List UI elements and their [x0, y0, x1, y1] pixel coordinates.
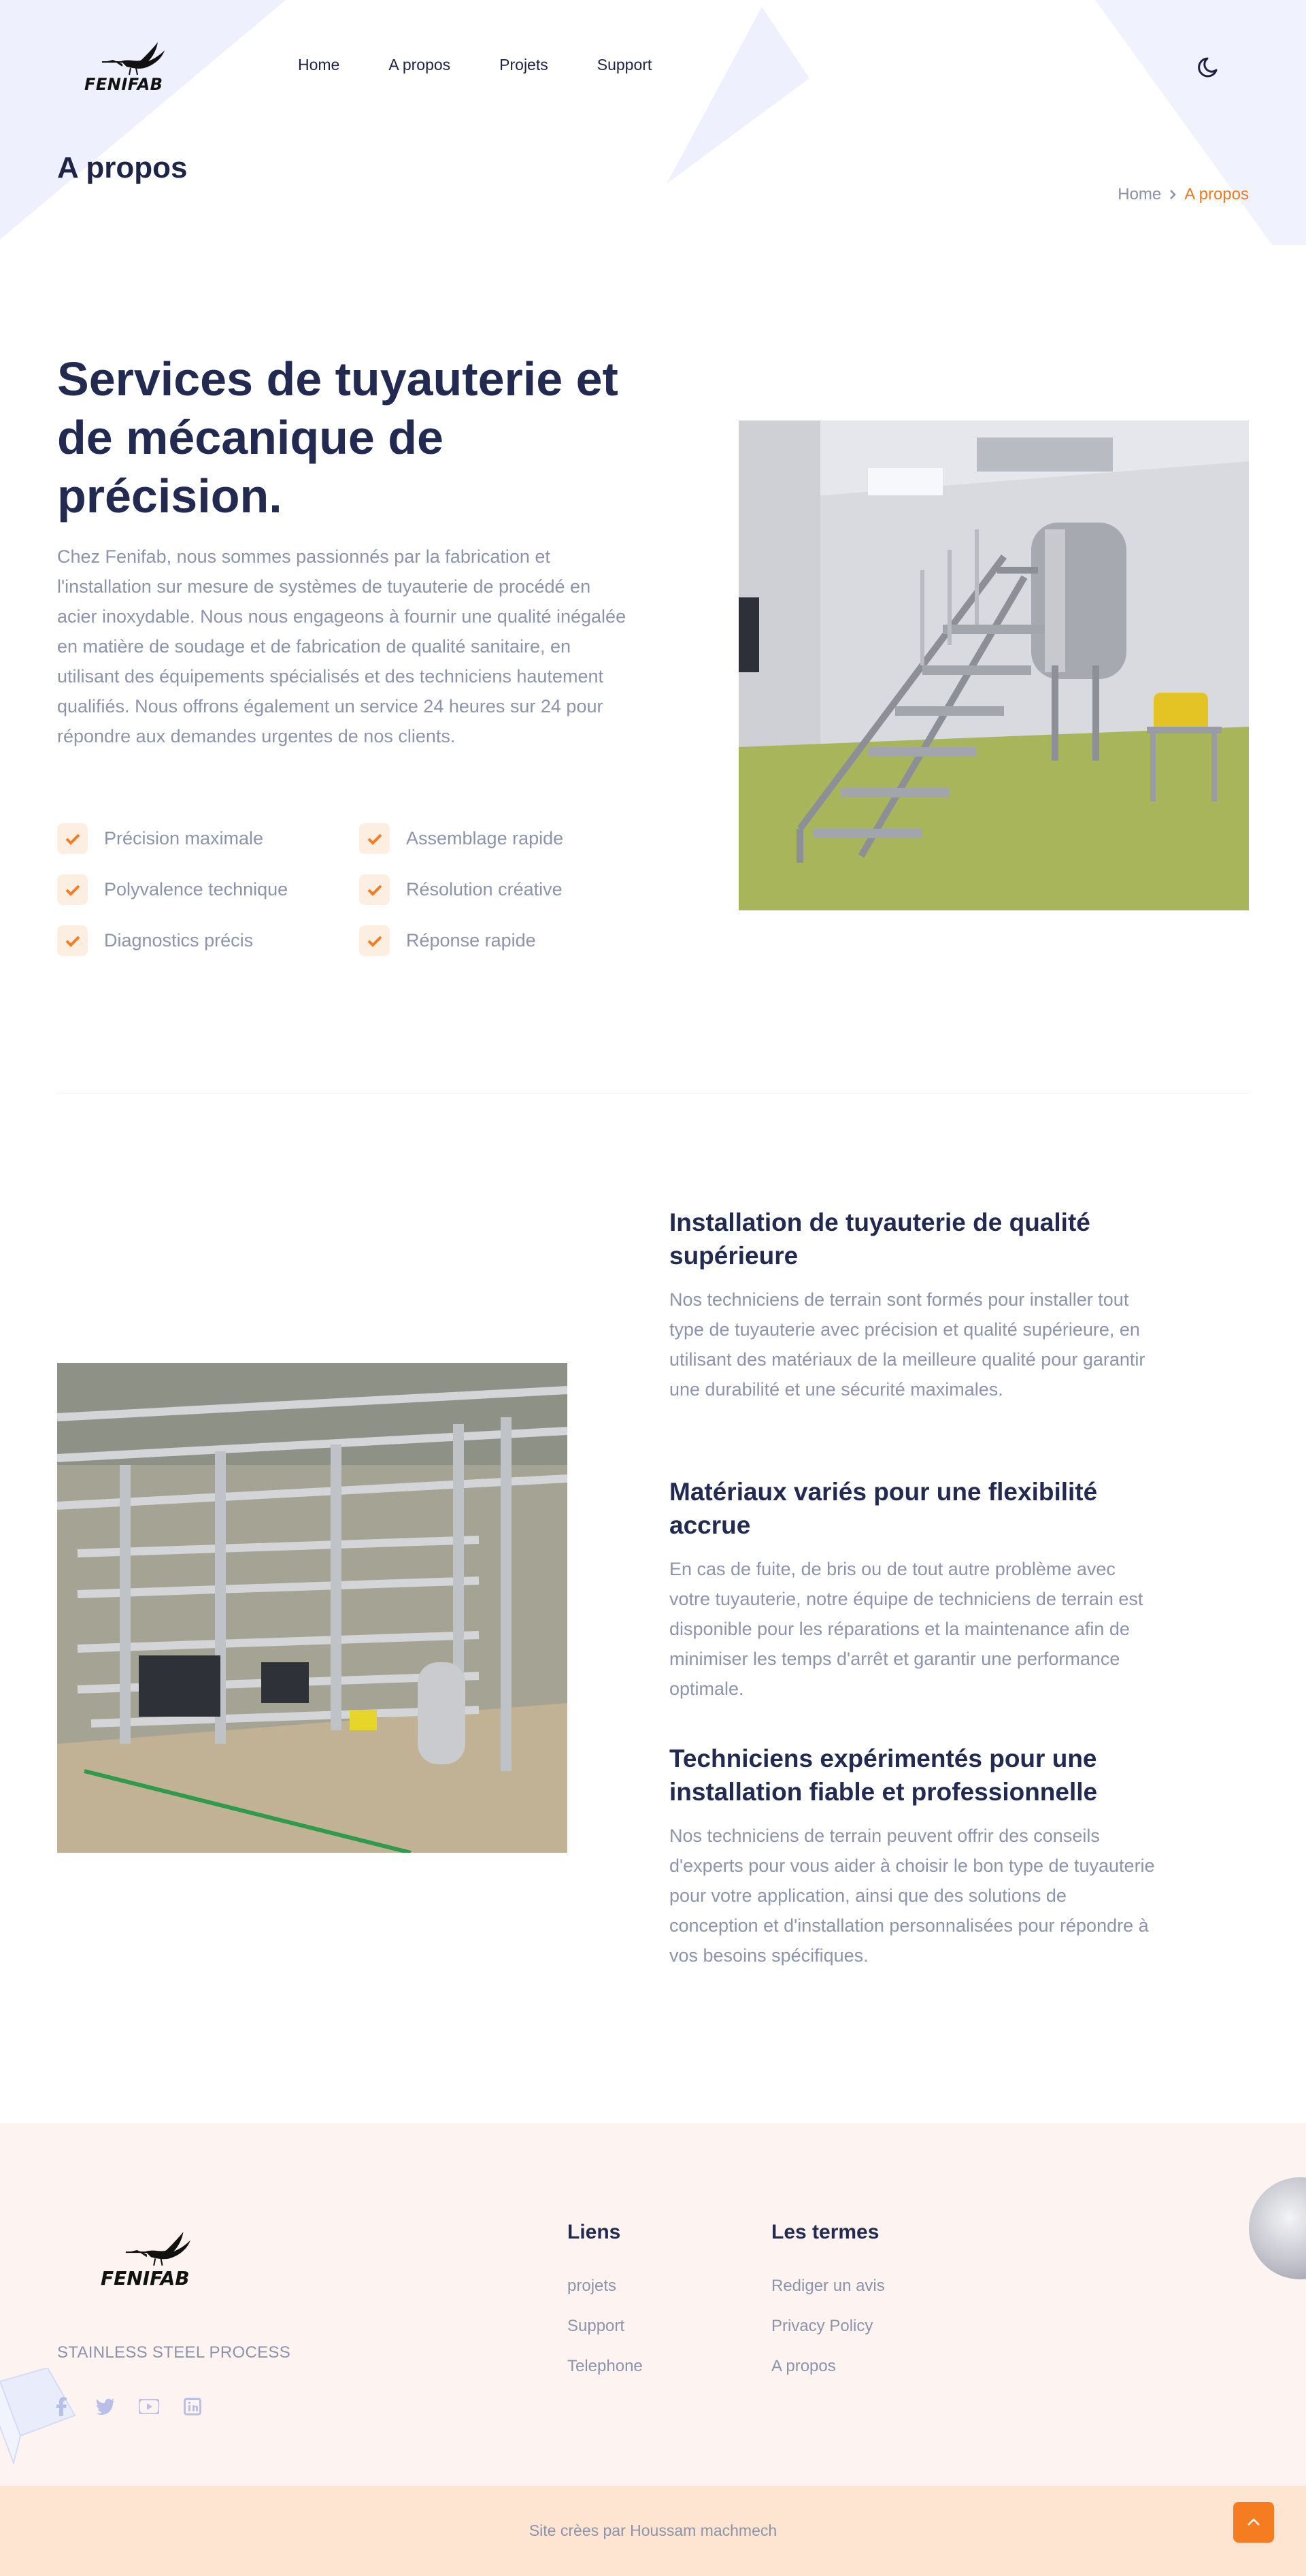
- social-links: [52, 2396, 203, 2417]
- brand-name: FENIFAB: [84, 75, 163, 94]
- feature-label: Polyvalence technique: [104, 879, 288, 899]
- footer-link-review[interactable]: Rediger un avis: [771, 2277, 885, 2295]
- nav-a-propos[interactable]: A propos: [388, 56, 451, 73]
- service-block: [669, 1475, 1159, 1704]
- service-title: Techniciens expérimentés pour une installation fiable et professionnelle: [669, 1745, 1098, 1806]
- piping-installation-photo: [57, 1363, 567, 1853]
- eagle-logo-icon: [99, 2229, 201, 2271]
- footer-link-telephone[interactable]: Telephone: [567, 2357, 643, 2375]
- service-block: [669, 1742, 1159, 1970]
- feature-label: Réponse rapide: [406, 930, 536, 951]
- feature-list: [57, 823, 601, 956]
- footer-column-title: Liens: [567, 2221, 621, 2243]
- feature-item: [57, 925, 359, 956]
- check-icon: [359, 925, 390, 956]
- footer-logo[interactable]: [99, 2229, 201, 2297]
- check-icon: [359, 823, 390, 854]
- footer-links-column: [567, 2221, 643, 2397]
- breadcrumb: [1118, 185, 1249, 204]
- check-icon: [57, 874, 88, 905]
- chevron-right-icon: [1168, 188, 1177, 201]
- facebook-icon[interactable]: [52, 2396, 72, 2417]
- page-title: A propos: [57, 151, 188, 184]
- footer-link-about[interactable]: A propos: [771, 2357, 836, 2375]
- service-title: Installation de tuyauterie de qualité supérieure: [669, 1208, 1090, 1270]
- feature-item: [359, 874, 601, 905]
- feature-label: Diagnostics précis: [104, 930, 254, 951]
- intro-title: Services de tuyauterie et de mécanique de précision.: [57, 352, 618, 523]
- feature-label: Résolution créative: [406, 879, 563, 899]
- check-icon: [57, 925, 88, 956]
- breadcrumb-home[interactable]: Home: [1118, 185, 1162, 203]
- service-title: Matériaux variés pour une flexibilité accrue: [669, 1478, 1098, 1539]
- breadcrumb-current: A propos: [1184, 185, 1249, 203]
- footer-link-projets[interactable]: projets: [567, 2277, 617, 2295]
- decorative-cube: [0, 2368, 82, 2470]
- feature-item: [57, 874, 359, 905]
- footer-terms-column: [771, 2221, 885, 2397]
- youtube-icon[interactable]: [139, 2396, 159, 2417]
- check-icon: [359, 874, 390, 905]
- footer-brand-name: FENIFAB: [101, 2267, 190, 2290]
- service-text: Nos techniciens de terrain peuvent offrir des conseils d'experts pour vous aider à choisir le bon type de tuyauterie pour votre application, ainsi que des solutions de conception et d'installation personnalisées pour répondre à vos besoins spécifiques.: [669, 1826, 1155, 1966]
- footer-column-title: Les termes: [771, 2221, 880, 2243]
- site-footer: [0, 2123, 1306, 2486]
- feature-label: Assemblage rapide: [406, 828, 564, 848]
- moon-icon: [1196, 52, 1224, 80]
- site-credit: Site crèes par Houssam machmech: [529, 2522, 777, 2539]
- nav-projets[interactable]: Projets: [499, 56, 548, 73]
- decorative-sphere: [1249, 2177, 1306, 2279]
- feature-item: [359, 925, 601, 956]
- nav-support[interactable]: Support: [597, 56, 652, 73]
- check-icon: [57, 823, 88, 854]
- tank-staircase-photo: [739, 420, 1249, 910]
- nav-home[interactable]: Home: [298, 56, 340, 73]
- footer-tagline: STAINLESS STEEL PROCESS: [57, 2343, 291, 2362]
- service-block: [669, 1206, 1159, 1404]
- main-nav: [298, 56, 701, 74]
- brand-logo[interactable]: [82, 39, 170, 101]
- twitter-icon[interactable]: [95, 2396, 116, 2417]
- feature-item: [57, 823, 359, 854]
- site-header: [0, 0, 1306, 203]
- copyright-bar: [0, 2486, 1306, 2576]
- footer-link-support[interactable]: Support: [567, 2317, 625, 2335]
- feature-item: [359, 823, 601, 854]
- chevron-up-icon: [1246, 2517, 1261, 2527]
- service-text: En cas de fuite, de bris ou de tout autre problème avec votre tuyauterie, notre équipe de techniciens de terrain est disponible pour les réparations et la maintenance afin de minimiser les temps d'arrêt et garantir une performance optimale.: [669, 1559, 1143, 1699]
- service-text: Nos techniciens de terrain sont formés pour installer tout type de tuyauterie avec précision et qualité supérieure, en utilisant des matériaux de la meilleure qualité pour garantir une durabilité et une sécurité maximales.: [669, 1289, 1145, 1400]
- eagle-logo-icon: [82, 39, 170, 80]
- linkedin-icon[interactable]: [182, 2396, 203, 2417]
- dark-mode-toggle[interactable]: [1196, 52, 1224, 80]
- feature-label: Précision maximale: [104, 828, 264, 848]
- back-to-top-button[interactable]: [1233, 2502, 1274, 2543]
- footer-link-privacy[interactable]: Privacy Policy: [771, 2317, 873, 2335]
- intro-text: Chez Fenifab, nous sommes passionnés par la fabrication et l'installation sur mesure de systèmes de tuyauterie de procédé en acier inoxydable. Nous nous engageons à fournir une qualité inégalée en matière de soudage et de fabrication de qualité sanitaire, en utilisant des équipements spécialisés et des techniciens hautement qualifiés. Nous offrons également un service 24 heures sur 24 pour répondre aux demandes urgentes de nos clients.: [57, 546, 626, 746]
